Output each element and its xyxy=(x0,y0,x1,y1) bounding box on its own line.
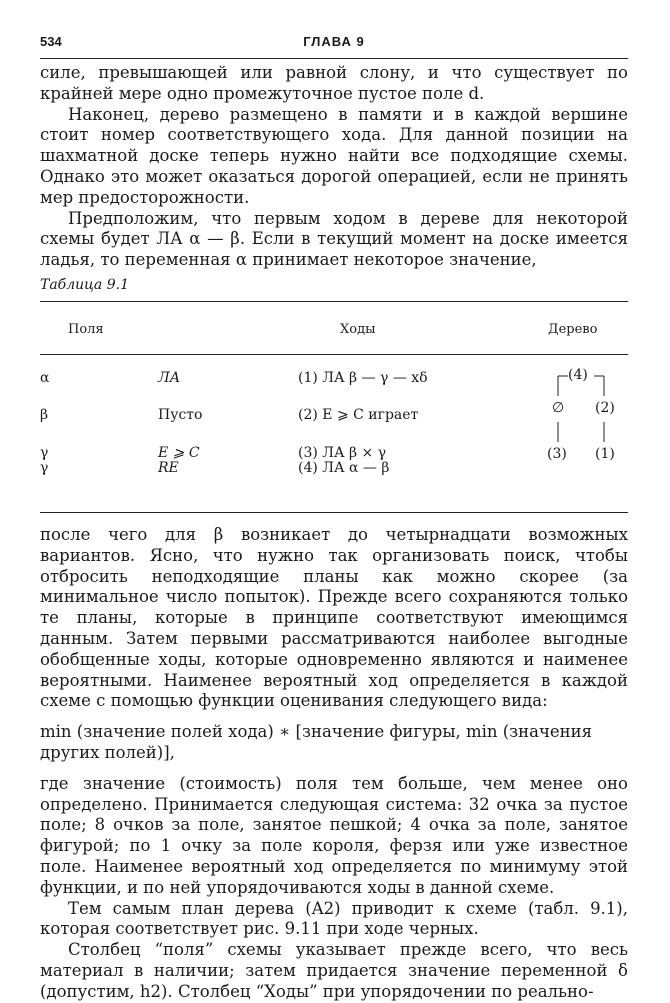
row-4-value: RE xyxy=(158,459,179,476)
header-tree: Дерево xyxy=(548,321,598,337)
paragraph-thus: Тем самым план дерева (A2) приводит к схеме (табл. 9.1), которая соответствует рис. 9.11 при ходе черных. xyxy=(40,898,628,939)
tree-node-2: (2) xyxy=(595,399,615,416)
paragraph-column: Столбец “поля” схемы указывает прежде всего, что весь материал в наличии; затем придается значение переменной δ (допустим, h2). Столбец “Ходы” при упорядочении по реально- xyxy=(40,940,628,1001)
header-fields: Поля xyxy=(68,321,104,337)
tree-diagram xyxy=(540,364,620,479)
table-header-rule xyxy=(40,354,628,355)
paragraph-after-table: после чего для β возникает до четырнадцати возможных вариантов. Ясно, что нужно так организовать поиск, чтобы отбросить неподходящие планы как можно скорее (за минимальное число попыток). Прежде всего сохраняются только те планы, которые в принципе соответствуют имеющимся данным. Затем первыми рассматриваются наиболее выгодные обобщенные ходы, которые одновременно являются и наименее вероятными. Наименее вероятный ход определяется в каждой схеме с помощью функции оценивания следующего вида: xyxy=(40,524,628,711)
row-2-move: (2) E ⩾ C играет xyxy=(298,406,419,423)
schema-table xyxy=(40,301,628,513)
row-3-value: E ⩾ C xyxy=(158,444,200,461)
row-4-var: γ xyxy=(40,459,49,476)
evaluation-formula: min (значение полей хода) ∗ [значение фигуры, min (значения других полей)], xyxy=(40,722,593,762)
row-2-var: β xyxy=(40,406,49,423)
row-4-move: (4) ЛА α — β xyxy=(298,459,390,476)
row-1-move: (1) ЛА β — γ — xδ xyxy=(298,369,428,386)
tree-node-4: (4) xyxy=(568,366,588,383)
tree-node-3: (3) xyxy=(547,445,567,462)
row-2-value: Пусто xyxy=(158,406,203,423)
header-rule xyxy=(40,58,628,59)
header-moves: Ходы xyxy=(340,321,376,337)
page-header xyxy=(40,34,628,56)
table-caption: Таблица 9.1 xyxy=(40,276,129,293)
page-number: 534 xyxy=(40,34,62,49)
paragraph-continued: силе, превышающей или равной слону, и что существует по крайней мере одно промежуточное пустое поле d. xyxy=(40,63,628,103)
tree-node-empty: ∅ xyxy=(552,399,565,416)
paragraph-suppose: Предположим, что первым ходом в дереве для некоторой схемы будет ЛА α — β. Если в текущий момент на доске имеется ладья, то переменная α принимает некоторое значение, xyxy=(40,208,628,270)
tree-node-1: (1) xyxy=(595,445,615,462)
row-1-value: ЛА xyxy=(158,369,181,386)
book-page xyxy=(40,34,628,1003)
chapter-title: ГЛАВА 9 xyxy=(303,34,365,49)
paragraph-finally: Наконец, дерево размещено в памяти и в каждой вершине стоит номер соответствующего хода. Для данной позиции на шахматной доске теперь нужно найти все подходящие схемы. Однако это может оказаться дорогой операцией, если не принять мер предосторожности. xyxy=(40,104,628,207)
row-3-move: (3) ЛА β × γ xyxy=(298,444,387,461)
row-3-var: γ xyxy=(40,444,49,461)
row-1-var: α xyxy=(40,369,50,386)
paragraph-where: где значение (стоимость) поля тем больше, чем менее оно определено. Принимается следующая система: 32 очка за пустое поле; 8 очков за поле, занятое пешкой; 4 очка за поле, занятое фигурой; по 1 очку за поле короля, ферзя или уже известное поле. Наименее вероятный ход определяется по минимуму этой функции, и по ней упорядочиваются ходы в данной схеме. xyxy=(40,773,628,897)
